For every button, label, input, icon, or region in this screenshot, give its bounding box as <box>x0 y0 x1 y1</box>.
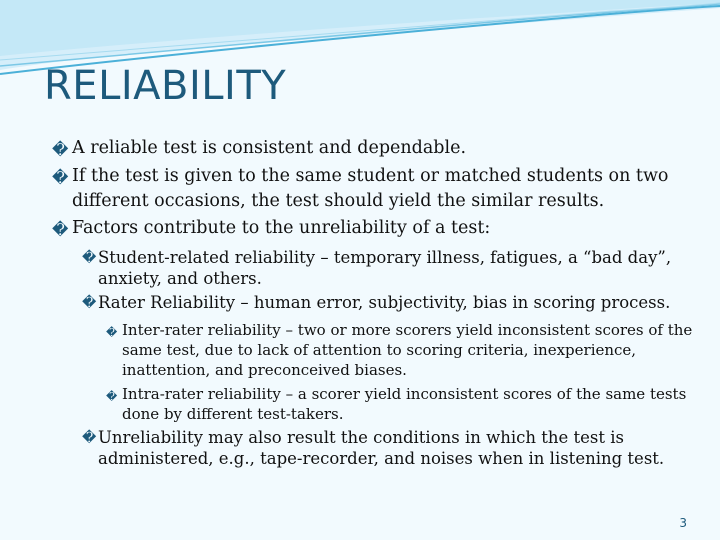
slide-title: RELIABILITY <box>44 63 287 109</box>
bullet-text: If the test is given to the same student or matched students on two different occasions, the test should yield the similar results. <box>72 166 669 211</box>
sub-bullet-text: Unreliability may also result the conditions in which the test is administered, e.g., tape-recorder, and noises when in listening test. <box>98 428 665 468</box>
sub-sub-bullet-text: Inter-rater reliability – two or more scorers yield inconsistent scores of the same test, due to lack of attention to scoring criteria, inexperience, inattention, and preconceived biases. <box>122 321 693 379</box>
sub-bullet-item <box>82 427 713 469</box>
bullet-icon: � <box>52 168 69 187</box>
sub-bullet-icon: � <box>82 430 97 446</box>
bullet-item <box>52 216 720 241</box>
bullet-icon: � <box>52 140 69 159</box>
bullet-icon: � <box>52 220 69 239</box>
sub-sub-bullet-item <box>106 384 712 424</box>
page-number: 3 <box>679 516 687 530</box>
sub-sub-bullet-icon: � <box>106 326 118 339</box>
bullet-item <box>52 164 720 214</box>
sub-bullet-item <box>82 292 713 313</box>
sub-sub-bullet-icon: � <box>106 390 118 403</box>
sub-bullet-icon: � <box>82 250 97 266</box>
sub-sub-bullet-item <box>106 320 712 380</box>
bullet-item <box>52 136 720 161</box>
sub-bullet-text: Rater Reliability – human error, subjectivity, bias in scoring process. <box>98 293 671 312</box>
sub-bullet-text: Student-related reliability – temporary illness, fatigues, a “bad day”, anxiety, and others. <box>98 248 672 288</box>
sub-bullet-item <box>82 247 713 289</box>
bullet-text: A reliable test is consistent and dependable. <box>72 138 467 158</box>
bullet-text: Factors contribute to the unreliability of a test: <box>72 218 491 238</box>
sub-bullet-icon: � <box>82 295 97 311</box>
sub-sub-bullet-text: Intra-rater reliability – a scorer yield inconsistent scores of the same tests done by different test-takers. <box>122 385 687 423</box>
